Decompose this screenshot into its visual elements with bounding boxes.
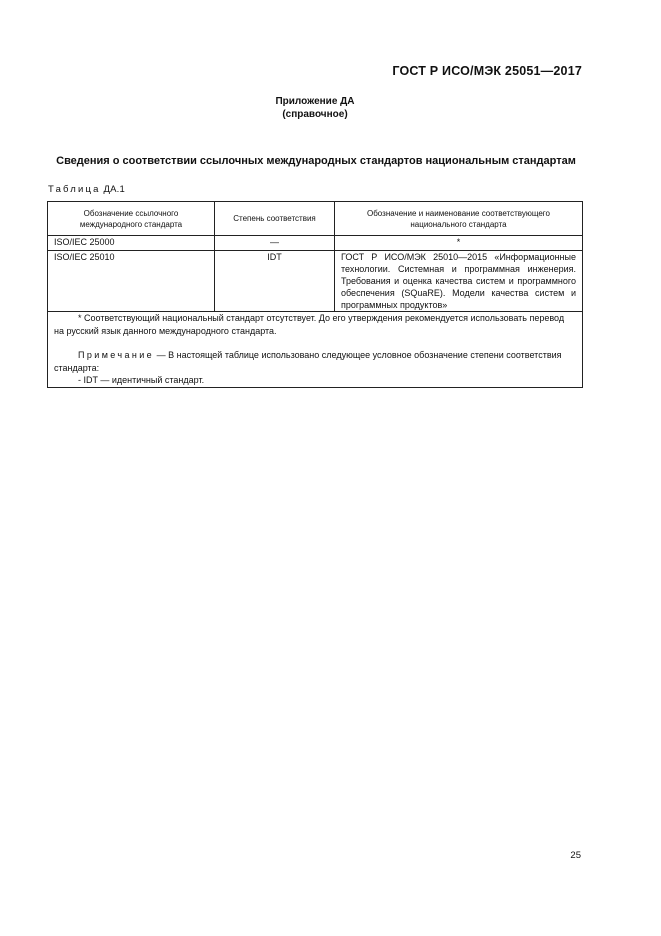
table-row	[48, 251, 583, 312]
header-degree: Степень соответствия	[215, 202, 335, 236]
table-caption-number: ДА.1	[103, 184, 125, 195]
cell-degree: —	[215, 236, 335, 251]
cell-national: ГОСТ Р ИСО/МЭК 25010—2015 «Информационные технологии. Системная и программная инженерия. Требования и оценка качества систем и программного обеспечения (SQuaRE). Модели качества систем и программных продуктов»	[335, 251, 583, 312]
cell-reference: ISO/IEC 25000	[48, 236, 215, 251]
note-word: Примечание	[78, 350, 155, 360]
footnote: * Соответствующий национальный стандарт отсутствует. До его утверждения рекомендуется использовать перевод на русский язык данного международного стандарта.	[54, 313, 565, 336]
header-reference-standard: Обозначение ссылочного международного стандарта	[48, 202, 215, 236]
annex-subtitle: (справочное)	[282, 109, 348, 120]
standards-table	[47, 201, 583, 388]
section-title: Сведения о соответствии ссылочных международных стандартов национальным стандартам	[56, 155, 576, 167]
cell-reference: ISO/IEC 25010	[48, 251, 215, 312]
table-row	[48, 236, 583, 251]
note-text: — В настоящей таблице использовано следующее условное обозначение степени соответствия стандарта:	[54, 350, 562, 373]
table-footer-row	[48, 312, 583, 388]
table-header-row	[48, 202, 583, 236]
header-national-standard: Обозначение и наименование соответствующего национального стандарта	[335, 202, 583, 236]
table-caption-word: Таблица	[48, 184, 101, 195]
annex-title: Приложение ДА	[275, 96, 355, 107]
table-footer	[48, 312, 583, 388]
page-number: 25	[570, 850, 581, 861]
document-code: ГОСТ Р ИСО/МЭК 25051—2017	[392, 64, 582, 78]
note-item: - IDT — идентичный стандарт.	[78, 375, 205, 385]
table-caption	[48, 184, 125, 195]
annex-heading	[0, 95, 630, 121]
table-note	[54, 349, 576, 374]
cell-degree: IDT	[215, 251, 335, 312]
cell-national: *	[335, 236, 583, 251]
